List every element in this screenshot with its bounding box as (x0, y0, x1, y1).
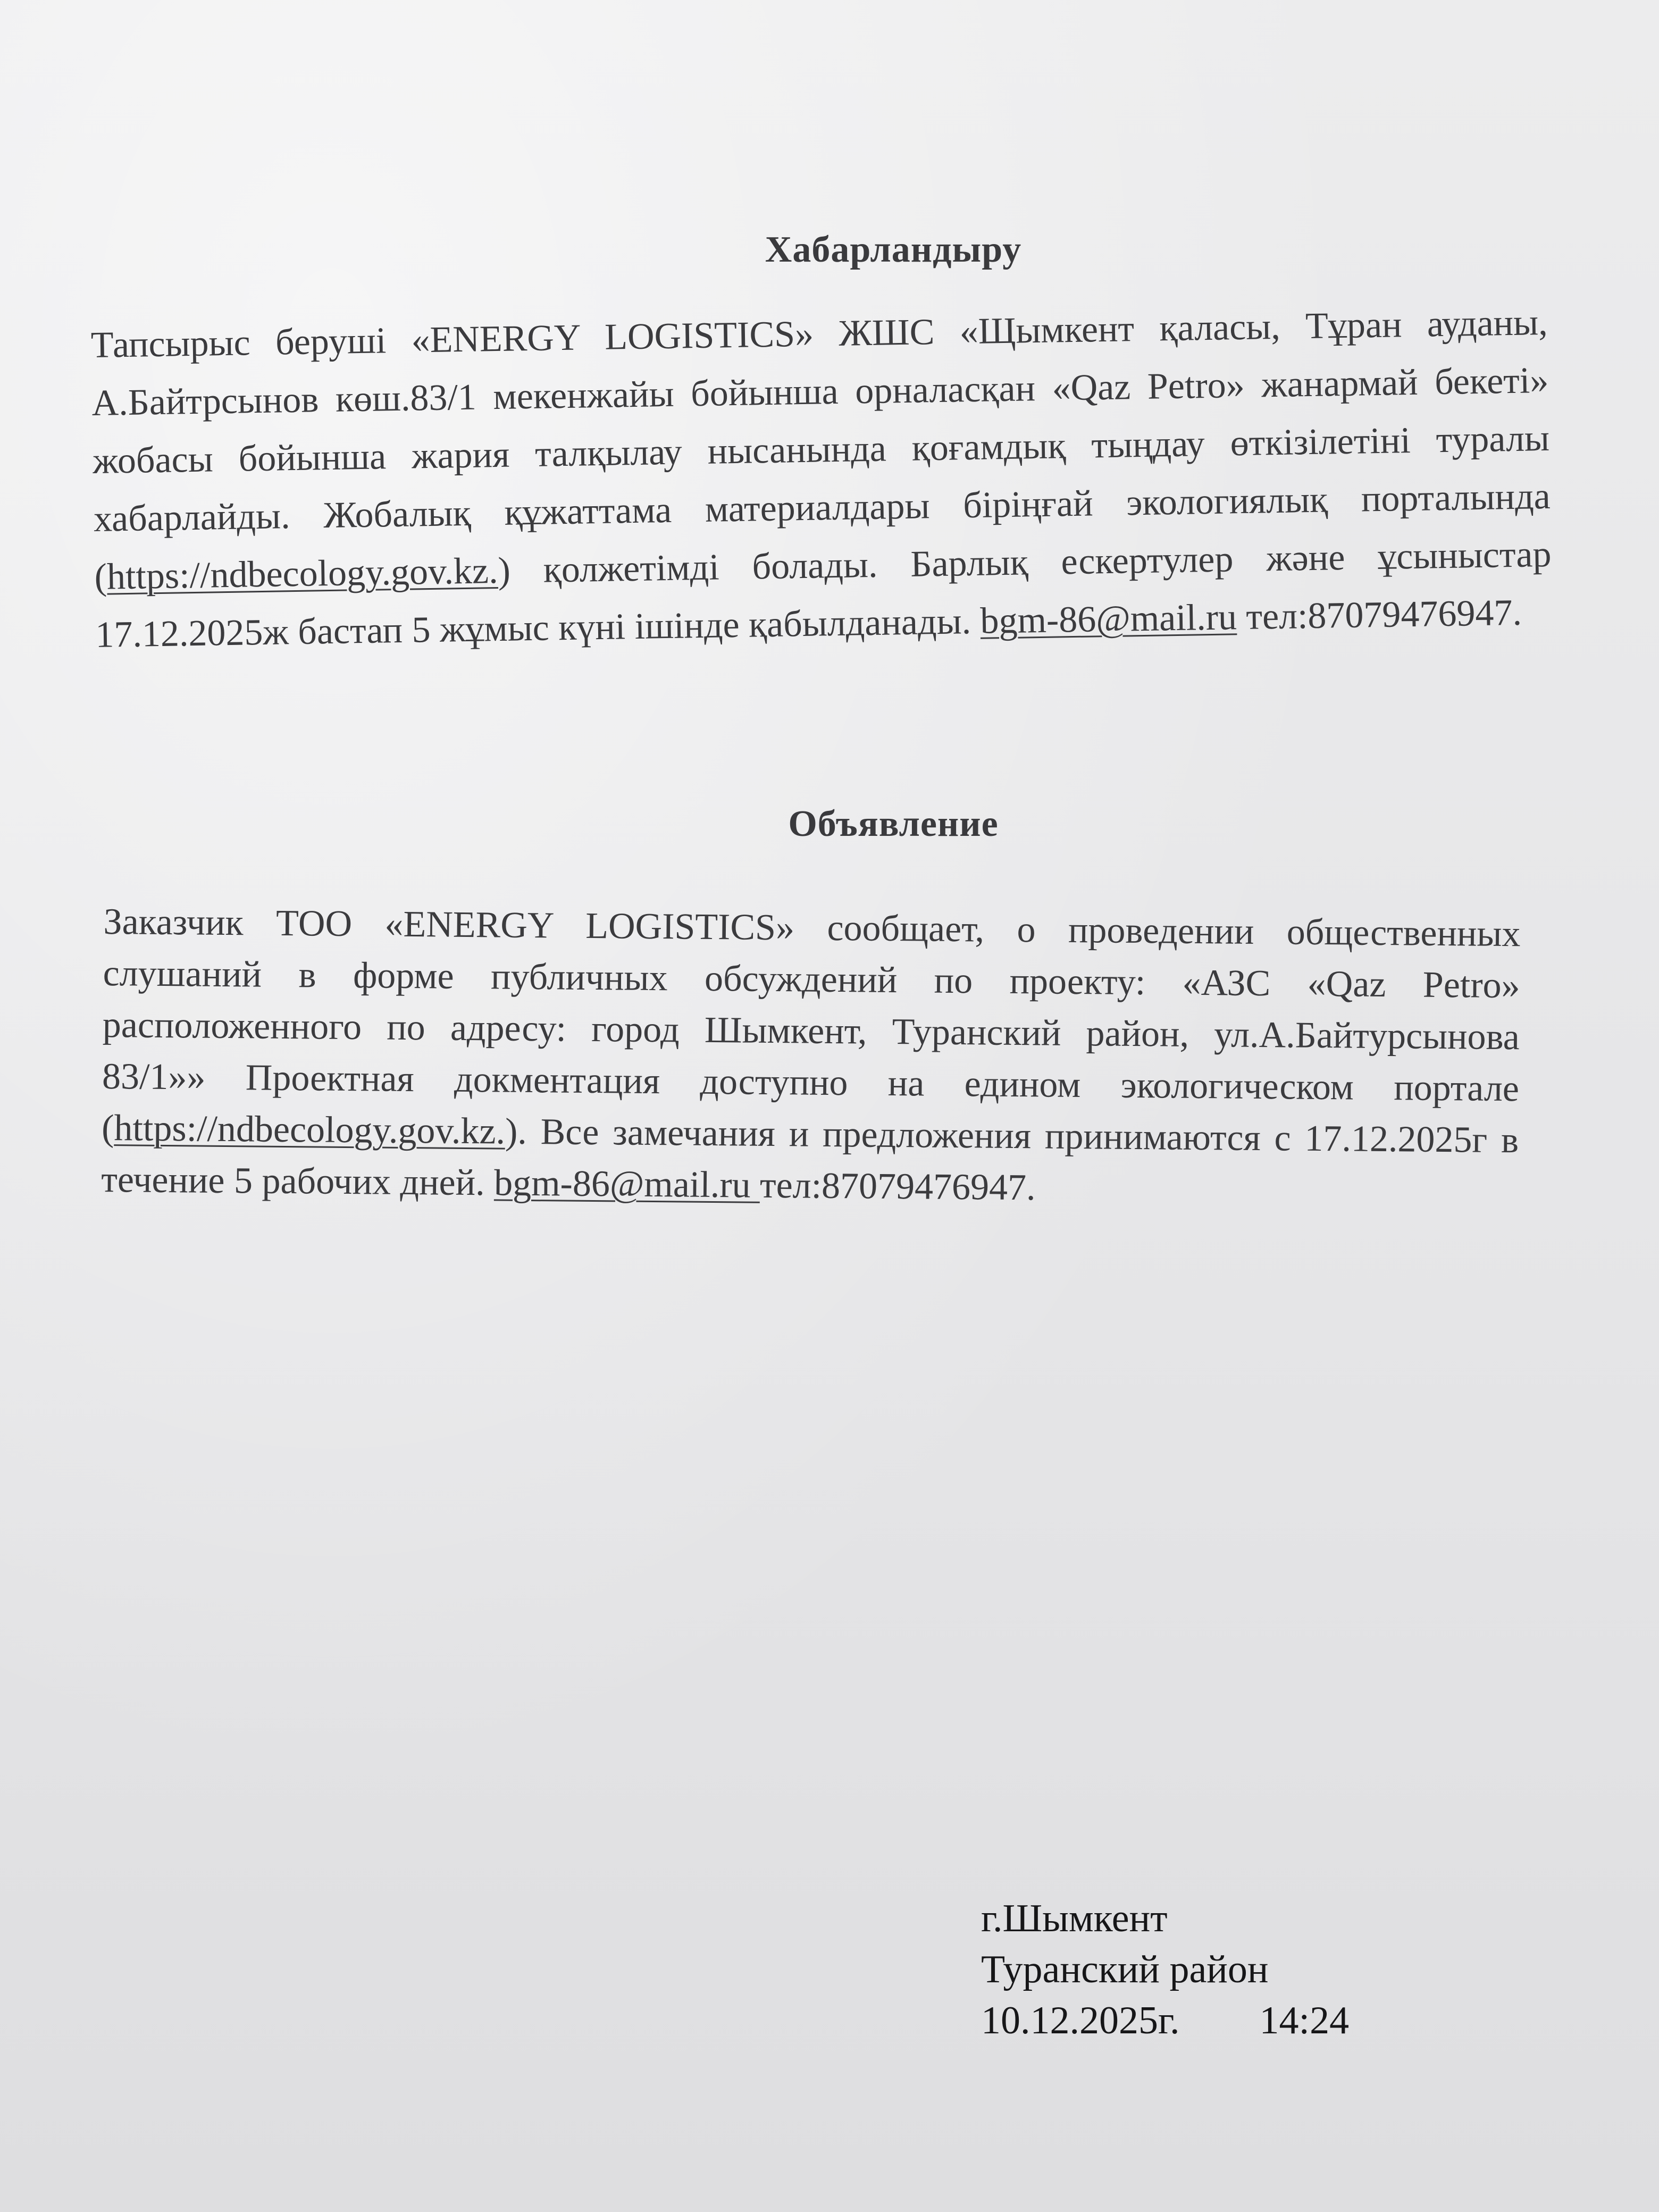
russian-text-part-2: ). Все замечания и предложения принимаются с 17.12.2025г в течение 5 рабочих дней. (101, 1111, 1519, 1204)
russian-text-part-1: Заказчик ТОО «ENERGY LOGISTICS» сообщает, о проведении общественных слушаний в форме публичных обсуждений по проекту: «АЗС «Qaz Petro» расположенного по адресу: город Шымкент, Туранский район, ул.А.Байтурсынова 83/1»» Проектная докментация доступно на едином экологическом портале ( (101, 901, 1521, 1149)
footer-date-time (981, 1995, 1349, 2046)
location-date-block (981, 1893, 1349, 2046)
footer-date: 10.12.2025г. (981, 1999, 1180, 2042)
footer-city: г.Шымкент (981, 1897, 1168, 1940)
russian-portal-link[interactable]: https://ndbecology.gov.kz. (114, 1108, 506, 1152)
kazakh-heading: Хабарландыру (765, 229, 1022, 270)
russian-text-part-3: тел:87079476947. (759, 1164, 1036, 1209)
russian-email-link[interactable]: bgm-86@mail.ru (493, 1162, 760, 1206)
kazakh-portal-link[interactable]: https://ndbecology.gov.kz. (106, 550, 499, 598)
russian-heading: Объявление (788, 803, 999, 844)
kazakh-text-part-2: ) қолжетімді болады. Барлық ескертулер және ұсыныстар 17.12.2025ж бастап 5 жұмыс күні ішінде қабылданады. (95, 533, 1552, 656)
kazakh-text-part-3: тел:87079476947. (1236, 592, 1522, 638)
kazakh-text-part-1: Тапсырыс беруші «ENERGY LOGISTICS» ЖШС «Щымкент қаласы, Тұран ауданы, А.Байтрсынов көш.83/1 мекенжайы бойынша орналасқан «Qaz Petro» жанармай бекеті» жобасы бойынша жария талқылау нысанында қоғамдық тыңдау өткізілетіні туралы хабарлайды. Жобалық құжаттама материалдары біріңғай экологиялық порталында ( (90, 301, 1551, 598)
kazakh-announcement-paragraph (90, 294, 1553, 664)
russian-announcement-paragraph (101, 896, 1521, 1218)
footer-time: 14:24 (1259, 1999, 1350, 2042)
footer-district: Туранский район (981, 1948, 1269, 1991)
kazakh-email-link[interactable]: bgm-86@mail.ru (979, 597, 1237, 642)
